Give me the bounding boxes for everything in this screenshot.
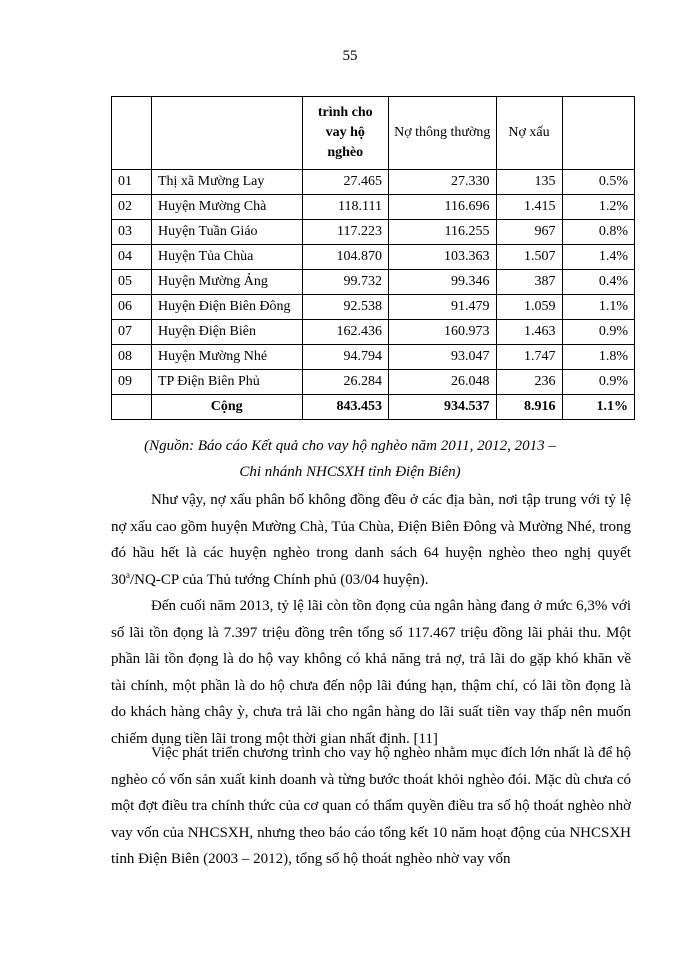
source-line-1: (Nguồn: Báo cáo Kết quả cho vay hộ nghèo năm 2011, 2012, 2013 – [144, 438, 556, 454]
bad-debt-ratio-cell: 0.9% [562, 320, 635, 345]
bad-debt-cell: 1.415 [496, 195, 562, 220]
bad-debt-cell: 1.507 [496, 245, 562, 270]
bad-debt-ratio-cell: 0.9% [562, 370, 635, 395]
bad-debt-cell: 387 [496, 270, 562, 295]
normal-debt-cell: 93.047 [388, 345, 496, 370]
bad-debt-cell: 1.059 [496, 295, 562, 320]
total-ratio-cell: 1.1% [562, 395, 635, 420]
total-normal-debt-cell: 934.537 [388, 395, 496, 420]
superscript: a [126, 569, 130, 580]
loan-amount-cell: 92.538 [302, 295, 388, 320]
total-no-cell [112, 395, 152, 420]
row-number-cell: 07 [112, 320, 152, 345]
total-bad-debt-cell: 8.916 [496, 395, 562, 420]
loan-amount-cell: 162.436 [302, 320, 388, 345]
table-row [112, 220, 635, 245]
normal-debt-cell: 116.696 [388, 195, 496, 220]
total-loan-cell: 843.453 [302, 395, 388, 420]
loan-amount-cell: 118.111 [302, 195, 388, 220]
header-cell-bad-debt: Nợ xấu [496, 97, 562, 170]
normal-debt-cell: 27.330 [388, 170, 496, 195]
row-number-cell: 04 [112, 245, 152, 270]
district-name-cell: Huyện Mường Nhé [151, 345, 302, 370]
row-number-cell: 06 [112, 295, 152, 320]
loan-amount-cell: 104.870 [302, 245, 388, 270]
table-row [112, 195, 635, 220]
bad-debt-ratio-cell: 1.1% [562, 295, 635, 320]
loan-amount-cell: 27.465 [302, 170, 388, 195]
table-row [112, 270, 635, 295]
bad-debt-cell: 135 [496, 170, 562, 195]
row-number-cell: 05 [112, 270, 152, 295]
normal-debt-cell: 160.973 [388, 320, 496, 345]
bad-debt-cell: 1.463 [496, 320, 562, 345]
district-name-cell: Huyện Điện Biên [151, 320, 302, 345]
header-cell [562, 97, 635, 170]
table-row [112, 295, 635, 320]
paragraph-text: Như vậy, nợ xấu phân bố không đồng đều ở các địa bàn, nơi tập trung với tỷ lệ nợ xấu cao gồm huyện Mường Chà, Tủa Chùa, Điện Biên Đông và Mường Nhé, trong đó hầu hết là các huyện nghèo trong danh sách 64 huyện nghèo theo nghị quyết 30 [111, 492, 631, 588]
district-name-cell: Huyện Điện Biên Đông [151, 295, 302, 320]
normal-debt-cell: 103.363 [388, 245, 496, 270]
header-cell [151, 97, 302, 170]
header-cell [112, 97, 152, 170]
table-body [112, 170, 635, 395]
bad-debt-cell: 236 [496, 370, 562, 395]
table-row [112, 170, 635, 195]
district-name-cell: Thị xã Mường Lay [151, 170, 302, 195]
table-header-row [112, 97, 635, 170]
paragraph-poverty-loan-program: Việc phát triển chương trình cho vay hộ nghèo nhằm mục đích lớn nhất là để hộ nghèo có vốn sản xuất kinh doanh và từng bước thoát khỏi nghèo đói. Mặc dù chưa có một đợt điều tra chính thức của cơ quan có thẩm quyền điều tra số hộ thoát nghèo nhờ vay vốn của NHCSXH, nhưng theo báo cáo tổng kết 10 năm hoạt động của NHCSXH tỉnh Điện Biên (2003 – 2012), tổng số hộ thoát nghèo nhờ vay vốn [111, 745, 631, 867]
debt-table [111, 96, 635, 420]
district-name-cell: Huyện Tuần Giáo [151, 220, 302, 245]
district-name-cell: Huyện Tủa Chùa [151, 245, 302, 270]
row-number-cell: 09 [112, 370, 152, 395]
loan-amount-cell: 99.732 [302, 270, 388, 295]
bad-debt-cell: 1.747 [496, 345, 562, 370]
paragraph-text: /NQ-CP của Thủ tướng Chính phủ (03/04 huyện). [130, 571, 429, 588]
table-row [112, 345, 635, 370]
district-name-cell: Huyện Mường Chà [151, 195, 302, 220]
bad-debt-ratio-cell: 0.8% [562, 220, 635, 245]
loan-amount-cell: 117.223 [302, 220, 388, 245]
table-total-row [112, 395, 635, 420]
header-cell-normal-debt: Nợ thông thường [388, 97, 496, 170]
header-cell-loan-program: trình cho vay hộ nghèo [302, 97, 388, 170]
source-line-2: Chi nhánh NHCSXH tỉnh Điện Biên) [239, 464, 461, 480]
row-number-cell: 03 [112, 220, 152, 245]
paragraph-outstanding-interest: Đến cuối năm 2013, tỷ lệ lãi còn tồn đọng của ngân hàng đang ở mức 6,3% với số lãi tồn đọng là 7.397 triệu đồng trên tổng số 117.467 triệu đồng lãi phải thu. Một phần lãi tồn đọng là do hộ vay không có khả năng trả nợ, trả lãi do gặp khó khăn về tài chính, một phần là do hộ chưa đến nộp lãi đúng hạn, thậm chí, có lãi tồn đọng là do khách hàng chây ỳ, chưa trả lãi cho ngân hàng do lãi suất tiền vay thấp nên muốn chiếm dụng tiền lãi trong một thời gian nhất định. [11] [111, 598, 631, 747]
bad-debt-ratio-cell: 1.8% [562, 345, 635, 370]
normal-debt-cell: 26.048 [388, 370, 496, 395]
loan-amount-cell: 26.284 [302, 370, 388, 395]
table-source-note [60, 433, 640, 485]
normal-debt-cell: 91.479 [388, 295, 496, 320]
page-number: 55 [342, 48, 358, 64]
total-label: Cộng [151, 395, 302, 420]
row-number-cell: 08 [112, 345, 152, 370]
paragraph-bad-debt-distribution [111, 487, 631, 593]
row-number-cell: 02 [112, 195, 152, 220]
normal-debt-cell: 116.255 [388, 220, 496, 245]
loan-amount-cell: 94.794 [302, 345, 388, 370]
district-name-cell: Huyện Mường Ảng [151, 270, 302, 295]
normal-debt-cell: 99.346 [388, 270, 496, 295]
table-row [112, 320, 635, 345]
table-row [112, 245, 635, 270]
bad-debt-ratio-cell: 1.2% [562, 195, 635, 220]
bad-debt-cell: 967 [496, 220, 562, 245]
bad-debt-ratio-cell: 1.4% [562, 245, 635, 270]
bad-debt-ratio-cell: 0.5% [562, 170, 635, 195]
bad-debt-ratio-cell: 0.4% [562, 270, 635, 295]
table-row [112, 370, 635, 395]
row-number-cell: 01 [112, 170, 152, 195]
district-name-cell: TP Điện Biên Phủ [151, 370, 302, 395]
